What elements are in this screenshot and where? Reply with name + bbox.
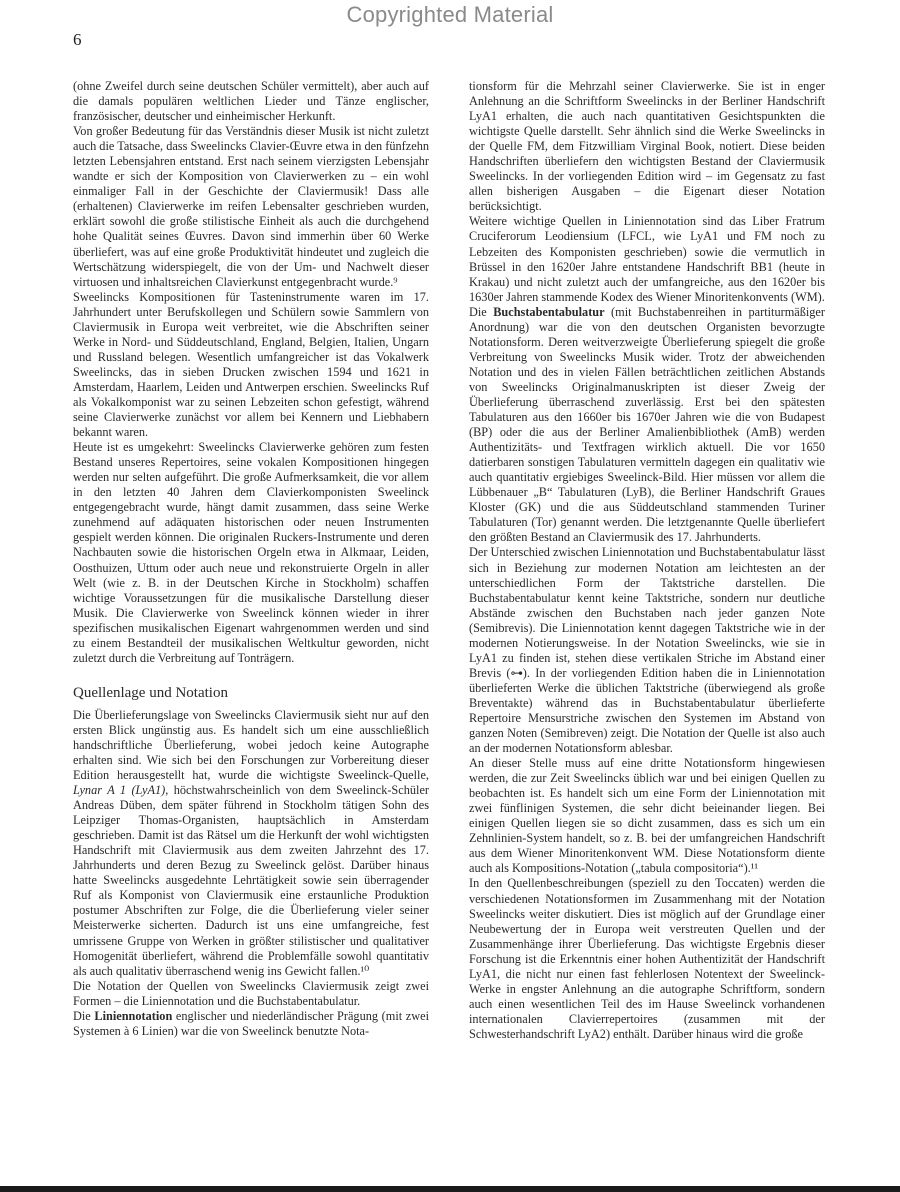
term-bold: Buchstabentabulatur	[493, 304, 605, 319]
page-bottom-border	[0, 1186, 900, 1192]
text-run: Die	[73, 1008, 95, 1023]
text-run: Die Überlieferungslage von Sweelincks Claviermusik sieht nur auf den ersten Blick ungünstig aus. Es handelt sich um eine ausschließlich handschriftliche Überlieferung, wobei jedoch keine Autographe erhalten sind. Wie sich bei den Forschungen zur Vorbereitung dieser Edition herausgestellt hat, wurde die wichtigste Sweelinck-Quelle,	[73, 707, 429, 783]
paragraph: Von großer Bedeutung für das Verständnis dieser Musik ist nicht zuletzt auch die Tatsache, dass Sweelincks Clavier-Œuvre etwa in den fünfzehn letzten Lebensjahren entstand. Erst nach seinem vierzigsten Lebensjahr wandte er sich der Komposition von Clavierwerken zu – ein wohl einmaliger Fall in der Geschichte der Claviermusik! Dass alle (erhaltenen) Clavierwerke im reifen Lebensalter geschrieben wurden, erklärt sowohl die große stilistische Einheit als auch die durchgehend hohe Qualität seines Œuvres. Davon sind immerhin über 60 Werke überliefert, was auf eine große Produktivität hindeutet und zugleich die Wertschätzung widerspiegelt, die von der Um- und Nachwelt dieser virtuosen und inhaltsreichen Clavierkunst entgegenbracht wurde.⁹	[73, 124, 429, 289]
paragraph: (ohne Zweifel durch seine deutschen Schüler vermittelt), aber auch auf die damals populären weltlichen Lieder und Tänze englischer, französischer, deutscher und einheimischer Herkunft.	[73, 79, 429, 124]
paragraph: Die Notation der Quellen von Sweelincks Claviermusik zeigt zwei Formen – die Liniennotation und die Buchstabentabulatur.	[73, 978, 429, 1008]
paragraph: tionsform für die Mehrzahl seiner Clavierwerke. Sie ist in enger Anlehnung an die Schriftform Sweelincks in der Berliner Handschrift LyA1 erhalten, die auch nach quantitativen Gesichtspunkten die wichtigste Quelle darstellt. Sehr ähnlich sind die Werke Sweelincks in der Quelle FM, dem Fitzwilliam Virginal Book, notiert. Diese beiden Handschriften überliefern den wichtigsten Bestand der Claviermusik Sweelincks. In der vorliegenden Edition wird – im Gegensatz zu fast allen bisherigen Ausgaben – die Eigenart dieser Notation berücksichtigt.	[469, 79, 825, 214]
paragraph: Weitere wichtige Quellen in Liniennotation sind das Liber Fratrum Cruciferorum Leodiensium (LFCL, wie LyA1 und FM noch zu Lebzeiten des Komponisten geschrieben) sowie die vermutlich in Brüssel in den 1620er Jahre entstandene Handschrift BB1 (heute in Krakau) und nicht zuletzt auch der umfangreiche, aus den 1620er bis 1630er Jahren stammende Kodex des Wiener Minoritenkonvents (WM).	[469, 214, 825, 304]
copyright-watermark: Copyrighted Material	[346, 2, 554, 27]
source-siglum: Lynar A 1 (LyA1)	[73, 783, 166, 798]
paragraph: Sweelincks Kompositionen für Tasteninstrumente waren im 17. Jahrhundert unter Berufskollegen und Schülern sowie Sammlern von Claviermusik in Europa weit verbreitet, wie die Abschriften seiner Werke in Nord- und Süddeutschland, England, Belgien, Italien, Ungarn und Russland belegen. Wesentlich umfangreicher ist das Vokalwerk Sweelincks, das in sieben Drucken zwischen 1594 und 1621 in Amsterdam, Haarlem, Leiden und Antwerpen erschien. Sweelincks Ruf als Vokalkomponist war zu seinen Lebzeiten schon gefestigt, während seine Clavierwerke zunächst vor allem bei Kennern und Liebhabern bekannt waren.	[73, 289, 429, 440]
paragraph	[469, 305, 825, 546]
paragraph: In den Quellenbeschreibungen (speziell zu den Toccaten) werden die verschiedenen Notationsformen im Zusammenhang mit der Notation Sweelincks weiter diskutiert. Dies ist möglich auf der Grundlage einer Neubewertung der in Europa weit verstreuten Quellen und der Zusammenhänge ihrer Überlieferung. Das wichtigste Ergebnis dieser Forschung ist die Erkenntnis einer hohen Authentizität der Handschrift LyA1, die nicht nur einen fast fehlerlosen Notentext der Sweelinck-Werke in engster Anlehnung an die autographe Schriftform, sondern auch einen wesentlichen Teil des im Hause Sweelinck vorhandenen internationalen Clavierrepertoires (zusammen mit der Schwesterhandschrift LyA2) enthält. Darüber hinaus wird die große	[469, 876, 825, 1041]
text-run: Die	[469, 304, 494, 319]
text-run: (mit Buchstabenreihen in partiturmäßiger Anordnung) war die von den deutschen Organisten bevorzugte Notationsform. Deren weitverzweigte Überlieferung spiegelt die große Verbreitung von Sweelincks Musik wider. Trotz der abweichenden Notation und des in vielen Fällen beträchtlichen zeitlichen Abstands von Sweelincks Originalmanuskripten ist dieser Zweig der Überlieferung überraschend zuverlässig. Erst bei den spätesten Tabulaturen aus den 1660er bis 1670er Jahren wie die von Budapest (BP) oder die aus der Berliner Amalienbibliothek (AmB) werden Authentizitäts- und Textfragen wirklich aktuell. Die vor 1650 datierbaren sonstigen Tabulaturen vermitteln dagegen ein qualitativ wie auch quantitativ ergiebiges Sweelinck-Bild. Hier müssen vor allem die Lübbenauer „B“ Tabulaturen (LyB), die Berliner Handschrift Graues Kloster (GK) und die aus Süddeutschland stammenden Turiner Tabulaturen (Tor) genannt werden. Die letztgenannte Quelle überliefert den größten Bestand an Claviermusik des 17. Jahrhunderts.	[469, 304, 825, 545]
paragraph: Der Unterschied zwischen Liniennotation und Buchstabentabulatur lässt sich in Beziehung zur modernen Notation am leichtesten an der unterschiedlichen Form der Taktstriche darstellen. Die Buchstabentabulatur kennt keine Taktstriche, sondern nur deutliche Abstände zwischen den Buchstaben nach jeder ganzen Note (Semibrevis). Die Liniennotation kennt dagegen Taktstriche wie in der modernen Notierungsweise. In der Notation Sweelincks, wie sie in LyA1 zu finden ist, stehen diese vertikalen Striche im Abstand einer Brevis (⊶). In der vorliegenden Edition haben die in Liniennotation überlieferten Werke die üblichen Taktstriche (überwiegend als große Breventakte) während das in Buchstabentabulatur überlieferte Repertoire Mensurstriche zwischen den Systemen im Abstand von ganzen Noten (Semibreven) zeigt. Die Notation der Quelle ist also auch an der modernen Notationsform ablesbar.	[469, 545, 825, 756]
page-number: 6	[73, 30, 82, 49]
paragraph	[73, 1009, 429, 1039]
section-heading: Quellenlage und Notation	[73, 684, 228, 701]
term-bold: Liniennotation	[94, 1008, 173, 1023]
text-run: , höchstwahrscheinlich von dem Sweelinck-Schüler Andreas Düben, dem später führend in Stockholm tätigen Sohn des Leipziger Thomas-Organisten, hauptsächlich in Amsterdam geschrieben. Damit ist das Rätsel um die Herkunft der wohl wichtigsten Handschrift mit Claviermusik aus dem zweiten Jahrzehnt des 17. Jahrhunderts und deren Bezug zu Sweelinck gelöst. Darüber hinaus hatte Sweelincks ausgedehnte Lehrtätigkeit sowie sein überragender Ruf als Komponist von Claviermusik eine erstaunliche Produktion postumer Abschriften zur Folge, die die Überlieferung vieler seiner Meisterwerke sicherten. Dadurch ist uns eine umfangreiche, fest umrissene Gruppe von Werken in größter stilistischer und qualitativer Homogenität überliefert, während die Problemfälle sowohl quantitativ als auch qualitativ überraschend wenig ins Gewicht fallen.¹⁰	[73, 783, 429, 978]
paragraph: Heute ist es umgekehrt: Sweelincks Clavierwerke gehören zum festen Bestand unseres Repertoires, seine vokalen Kompositionen hingegen werden nur selten aufgeführt. Die große Aufmerksamkeit, die vor allem in den letzten 40 Jahren dem Clavierkomponisten Sweelinck entgegengebracht wurde, hängt damit zusammen, dass seine Werke zunehmend auf adäquaten historischen oder neuen Instrumenten gespielt werden können. Die originalen Ruckers-Instrumente und deren Nachbauten sowie die historischen Orgeln etwa in Alkmaar, Leiden, Oosthuizen, Uttum oder auch neue und rekonstruierte Orgeln in aller Welt (wie z. B. in der Deutschen Kirche in Stockholm) schaffen wichtige Voraussetzungen für die musikalische Darstellung dieser Musik. Die Clavierwerke von Sweelinck können wieder in ihrer spezifischen musikalischen Eigenart wahrgenommen werden und sind zu einem Bestandteil der musikalischen Weltkultur geworden, nicht zuletzt durch die Verbreitung auf Tonträgern.	[73, 440, 429, 665]
right-column	[469, 79, 825, 1042]
paragraph	[73, 708, 429, 979]
text-run: englischer und niederländischer Prägung (mit zwei Systemen à 6 Linien) war die von Sweelinck benutzte Nota-	[73, 1008, 429, 1038]
paragraph: An dieser Stelle muss auf eine dritte Notationsform hingewiesen werden, die zur Zeit Sweelincks üblich war und bei einigen Quellen zu beobachten ist. Es handelt sich um eine Form der Liniennotation mit zwei fünflinigen Systemen, die sehr dicht beieinander liegen. Bei einigen Quellen liegen sie so dicht zusammen, dass es sich um ein Zehnlinien-System handelt, so z. B. bei der umfangreichen Handschrift aus dem Wiener Minoritenkonvent WM. Diese Notationsform diente auch als Kompositions-Notation („tabula compositoria“).¹¹	[469, 756, 825, 876]
left-column	[73, 79, 429, 1039]
